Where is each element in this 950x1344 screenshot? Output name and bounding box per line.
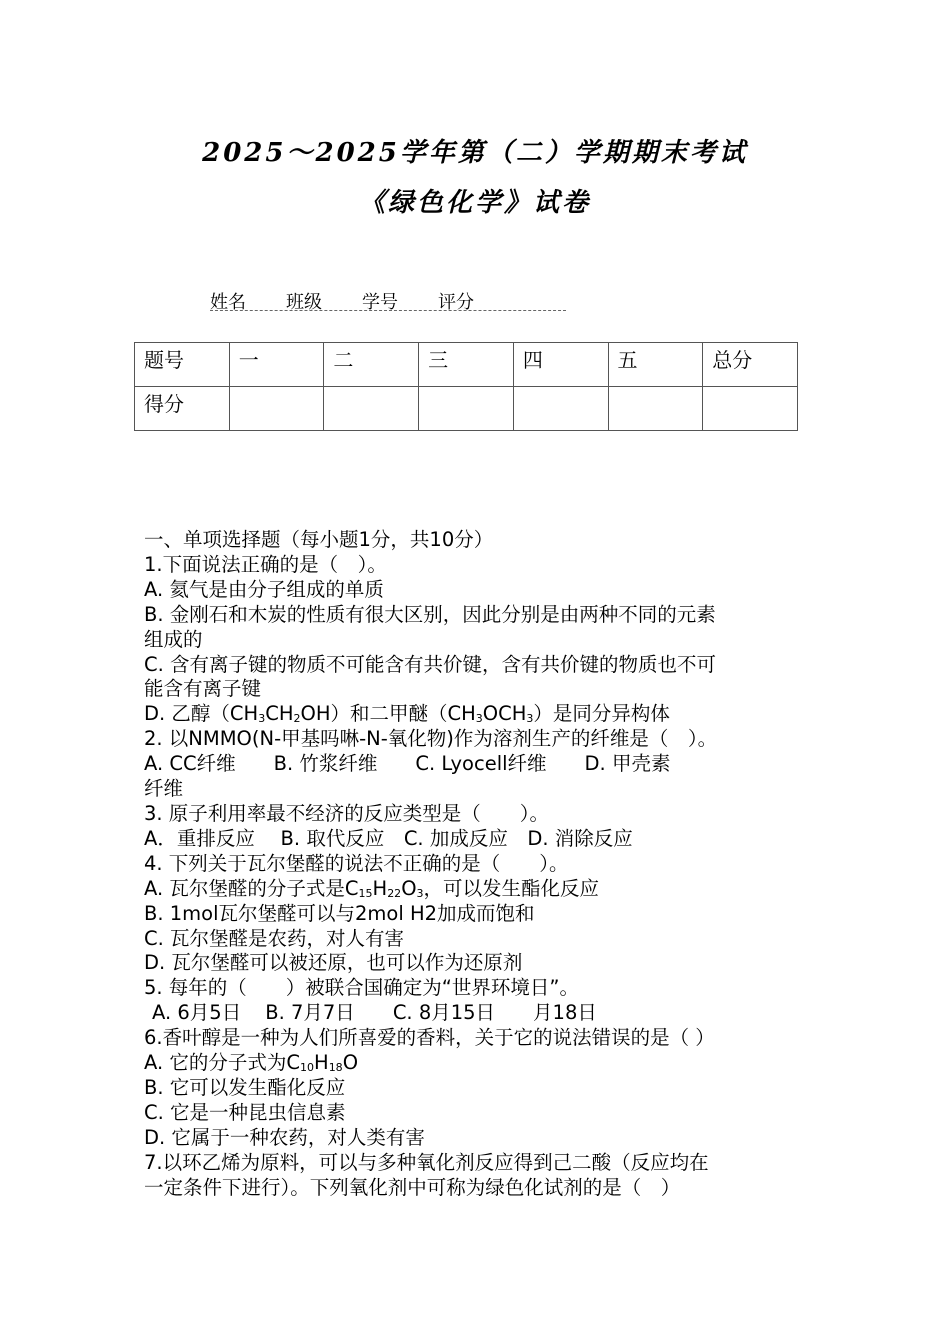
answer-option: B. 1mol瓦尔堡醛可以与2mol H2加成而饱和 (144, 901, 535, 925)
question-stem-continued: 一定条件下进行）。下列氧化剂中可称为绿色化试剂的是（ ） (144, 1175, 681, 1199)
subscript: 3 (258, 712, 266, 726)
question-stem: 3. 原子利用率最不经济的反应类型是（ ）。 (144, 801, 550, 825)
exam-subtitle: 《绿色化学》试卷 (358, 188, 591, 218)
answer-option (144, 877, 812, 902)
question-stem: 4. 下列关于瓦尔堡醛的说法不正确的是（ ）。 (144, 851, 569, 875)
score-input-cell[interactable] (608, 387, 703, 431)
text-run: A. 它的分子式为C (144, 1051, 301, 1075)
subscript: 22 (387, 886, 402, 900)
question-stem: 1.下面说法正确的是（ ）。 (144, 552, 387, 576)
student-id-label: 学号 (362, 292, 398, 313)
subscript: 3 (475, 712, 483, 726)
question-stem: 6.香叶醇是一种为人们所喜爱的香料，关于它的说法错误的是（ ） (144, 1026, 715, 1050)
answer-options-row: A．重排反应 B. 取代反应 C. 加成反应 D. 消除反应 (144, 826, 633, 850)
text-run: CH (265, 702, 294, 726)
answer-options-row (144, 1001, 812, 1026)
name-label: 姓名 (210, 292, 246, 313)
text-run: ，可以发生酯化反应 (423, 876, 600, 900)
score-table-score-row (135, 387, 798, 431)
table-cell: 题号 (135, 343, 230, 387)
question-stem: 7.以环乙烯为原料，可以与多种氧化剂反应得到己二酸（反应均在 (144, 1150, 709, 1174)
score-table-header-row (135, 343, 798, 387)
subscript: 15 (358, 886, 373, 900)
subscript: 10 (300, 1061, 315, 1075)
text-run: O (401, 876, 417, 900)
table-cell: 四 (513, 343, 608, 387)
class-label: 班级 (286, 292, 322, 313)
table-cell: 三 (419, 343, 514, 387)
score-input-cell[interactable] (324, 387, 419, 431)
answer-option-continued: 能含有离子键 (144, 677, 262, 701)
answer-option: B. 金刚石和木炭的性质有很大区别，因此分别是由两种不同的元素 (144, 602, 716, 626)
answer-option: D. 甲壳素 (584, 752, 671, 776)
score-input-cell[interactable] (703, 387, 798, 431)
subscript: 18 (328, 1061, 343, 1075)
score-input-cell[interactable] (229, 387, 324, 431)
answer-option: B. 7月7日 (265, 1001, 355, 1025)
text-run: H (314, 1051, 329, 1075)
answer-option: B. 它可以发生酯化反应 (144, 1075, 346, 1099)
answer-option: B. 竹浆纤维 (273, 752, 378, 776)
score-label: 评分 (438, 292, 474, 313)
answer-option: C. 瓦尔堡醛是农药，对人有害 (144, 926, 405, 950)
text-run: A. 瓦尔堡醛的分子式是C (144, 876, 359, 900)
answer-option: A. 氦气是由分子组成的单质 (144, 577, 384, 601)
answer-option (144, 702, 812, 727)
table-cell: 总分 (703, 343, 798, 387)
answer-options-row (144, 752, 812, 777)
text-run: OH）和二甲醚（CH (300, 702, 476, 726)
text-run: O (342, 1051, 359, 1075)
answer-option (144, 1051, 812, 1076)
exam-title: 2025～2025学年第（二）学期期末考试 (202, 138, 748, 168)
answer-option: A. 6月5日 (152, 1001, 242, 1025)
text-run: D. 乙醇（CH (144, 702, 259, 726)
student-info-line (210, 288, 566, 311)
answer-option: D. 瓦尔堡醛可以被还原，也可以作为还原剂 (144, 951, 523, 975)
answer-option: C. Lyocell纤维 (415, 752, 547, 776)
answer-option: C. 它是一种昆虫信息素 (144, 1100, 346, 1124)
question-section (144, 528, 812, 1200)
answer-option: A. CC纤维 (144, 752, 236, 776)
text-run: H (372, 876, 388, 900)
subscript: 3 (416, 886, 424, 900)
answer-option: D. 它属于一种农药，对人类有害 (144, 1125, 425, 1149)
table-cell: 得分 (135, 387, 230, 431)
answer-option: C. 8月15日 (392, 1001, 496, 1025)
table-cell: 二 (324, 343, 419, 387)
answer-option-continued: 组成的 (144, 627, 203, 651)
subscript: 3 (526, 712, 534, 726)
table-cell: 五 (608, 343, 703, 387)
answer-option-continued: 纤维 (144, 777, 184, 801)
subscript: 2 (293, 712, 301, 726)
text-run: ）是同分异构体 (533, 702, 670, 726)
question-stem: 5. 每年的（ ）被联合国确定为“世界环境日”。 (144, 976, 580, 1000)
score-input-cell[interactable] (513, 387, 608, 431)
section-heading: 一、单项选择题（每小题1分，共10分） (144, 528, 494, 551)
score-input-cell[interactable] (419, 387, 514, 431)
text-run: OCH (482, 702, 527, 726)
answer-option: 月18日 (533, 1001, 597, 1025)
score-table (134, 342, 798, 431)
table-cell: 一 (229, 343, 324, 387)
answer-option: C. 含有离子键的物质不可能含有共价键，含有共价键的物质也不可 (144, 652, 717, 676)
question-stem: 2. 以NMMO(N-甲基吗啉-N-氧化物)作为溶剂生产的纤维是（ ）。 (144, 727, 718, 751)
